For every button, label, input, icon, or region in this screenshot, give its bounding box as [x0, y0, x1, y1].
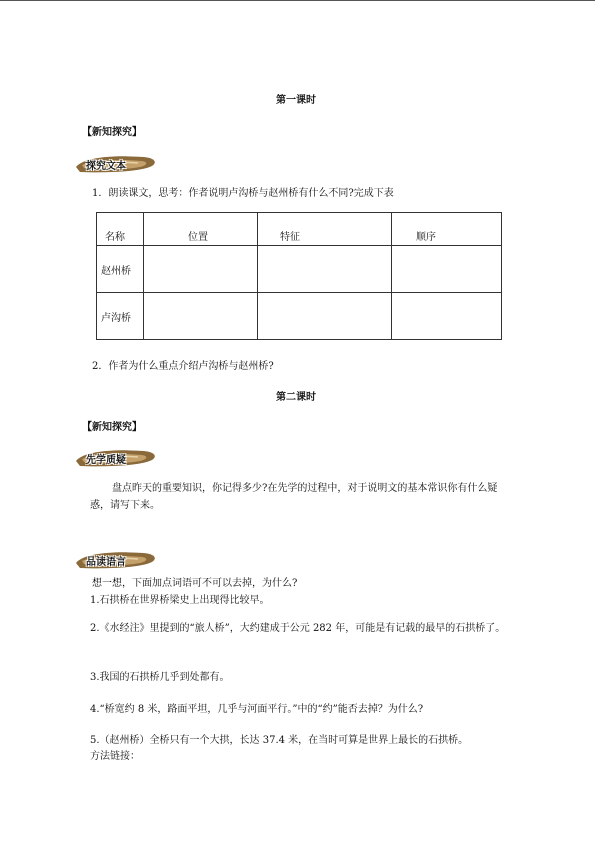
table-header-row	[97, 213, 502, 246]
method-link-label: 方法链接：	[90, 751, 140, 762]
table-cell[interactable]	[392, 293, 502, 340]
lesson2-title: 第二课时	[276, 392, 316, 403]
table-row	[97, 246, 502, 293]
review-paragraph: 盘点昨天的重要知识，你记得多少?在先学的过程中，对于说明文的基本常识你有什么疑惑，请写下来。	[90, 483, 498, 511]
table-cell[interactable]	[144, 293, 258, 340]
bridge-comparison-table	[96, 212, 502, 340]
lesson1-title: 第一课时	[276, 95, 316, 106]
table-header-order: 顺序	[392, 213, 502, 246]
exercise-item-5: 5.（赵州桥）全桥只有一个大拱，长达 37.4 米，在当时可算是世界上最长的石拱桥。	[90, 735, 469, 746]
lesson2-section-heading: 【新知探究】	[82, 422, 142, 433]
table-header-name: 名称	[97, 213, 144, 246]
exercise-item-4: 4.“桥宽约 8 米，路面平坦，几乎与河面平行。”中的“约”能否去掉？为什么?	[90, 704, 424, 715]
question-1: 1．朗读课文，思考：作者说明卢沟桥与赵州桥有什么不同?完成下表	[92, 188, 394, 199]
table-cell[interactable]	[392, 246, 502, 293]
table-cell: 卢沟桥	[97, 293, 144, 340]
exercise-item-3: 3.我国的石拱桥几乎到处都有。	[90, 672, 230, 683]
table-header-location: 位置	[144, 213, 258, 246]
badge-label: 品读语言	[86, 557, 126, 568]
exercise-item-2: 2.《水经注》里提到的“旅人桥”，大约建成于公元 282 年，可能是有记载的最早的石拱桥了。	[90, 623, 506, 634]
badge-read-language	[74, 549, 158, 571]
badge-explore-text	[74, 153, 158, 175]
table-cell[interactable]	[258, 246, 392, 293]
badge-label: 先学质疑	[86, 455, 126, 466]
exercise-intro: 想一想，下面加点词语可不可以去掉，为什么?	[92, 578, 298, 589]
badge-pre-study-questions	[74, 447, 158, 469]
badge-label: 探究文本	[86, 161, 126, 172]
table-cell[interactable]	[144, 246, 258, 293]
page-top-border	[0, 0, 595, 1]
exercise-item-1: 1.石拱桥在世界桥梁史上出现得比较早。	[90, 595, 270, 606]
table-row	[97, 293, 502, 340]
question-2: 2．作者为什么重点介绍卢沟桥与赵州桥?	[92, 361, 274, 372]
table-cell[interactable]	[258, 293, 392, 340]
table-cell: 赵州桥	[97, 246, 144, 293]
table-header-feature: 特征	[258, 213, 392, 246]
lesson1-section-heading: 【新知探究】	[82, 127, 142, 138]
